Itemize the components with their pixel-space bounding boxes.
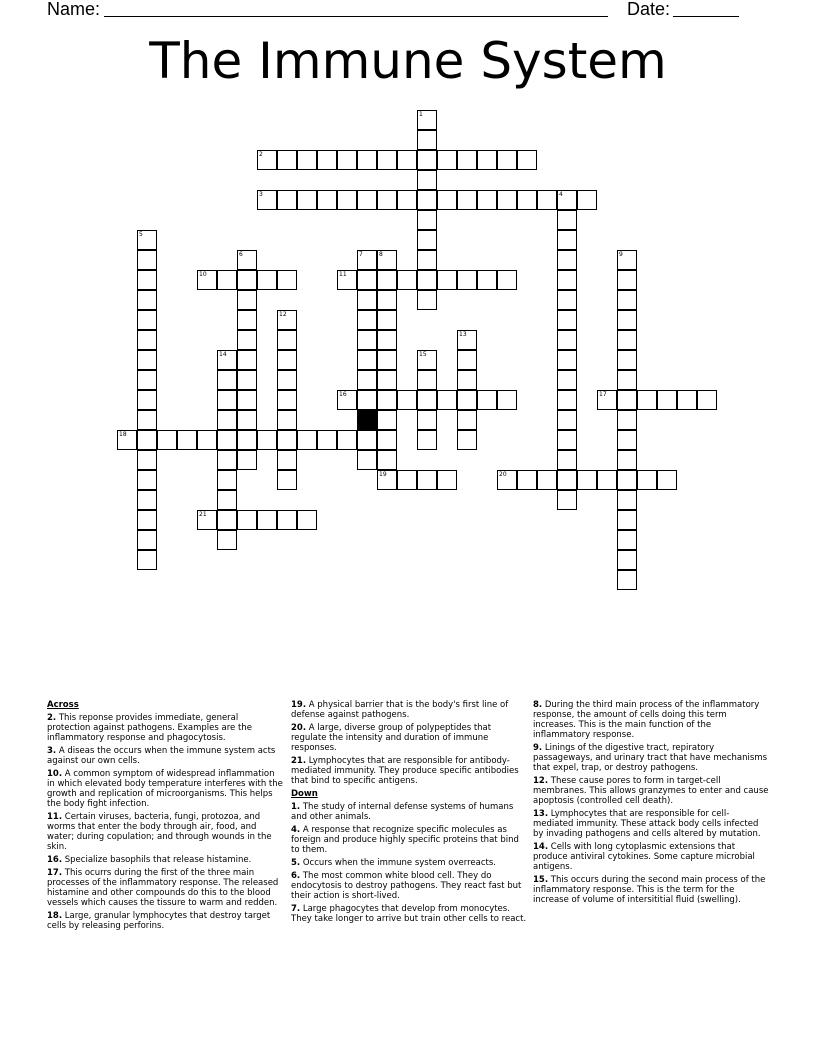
grid-cell[interactable] (437, 390, 457, 410)
clue-number: 5 (139, 231, 143, 238)
grid-cell[interactable] (617, 450, 637, 470)
clue-number: 19 (379, 471, 387, 478)
clue-number: 4. (291, 825, 301, 835)
grid-cell[interactable] (617, 310, 637, 330)
grid-cell[interactable] (217, 470, 237, 490)
grid-cell[interactable] (577, 190, 597, 210)
grid-cell[interactable] (317, 430, 337, 450)
grid-cell[interactable] (437, 470, 457, 490)
grid-cell[interactable] (377, 390, 397, 410)
clue (291, 700, 527, 720)
grid-cell[interactable] (617, 510, 637, 530)
clue-number: 14. (533, 842, 549, 852)
grid-cell[interactable] (377, 330, 397, 350)
clue-text: During the third main process of the inflammatory response, the amount of cells doing this term increases. This is the main function of the inflammatory response. (533, 700, 760, 740)
grid-cell[interactable] (357, 290, 377, 310)
grid-cell[interactable] (277, 350, 297, 370)
grid-cell[interactable] (617, 350, 637, 370)
grid-cell[interactable] (397, 190, 417, 210)
clue (47, 812, 283, 852)
across-clue-list-continued (291, 700, 527, 786)
grid-cell[interactable] (217, 350, 237, 370)
grid-cell[interactable] (417, 410, 437, 430)
grid-cell[interactable] (617, 430, 637, 450)
grid-cell[interactable] (517, 470, 537, 490)
grid-cell[interactable] (237, 350, 257, 370)
grid-cell[interactable] (137, 530, 157, 550)
grid-cell[interactable] (137, 330, 157, 350)
clue-text: Linings of the digestive tract, repiratory passageways, and urinary tract that have mechanisms that expel, trap, or destroy pathogens. (533, 743, 768, 773)
clue-number: 14 (219, 351, 227, 358)
clue-number: 10 (199, 271, 207, 278)
grid-cell[interactable] (617, 470, 637, 490)
grid-cell[interactable] (557, 430, 577, 450)
grid-cell[interactable] (557, 250, 577, 270)
clue (533, 842, 769, 872)
grid-cell[interactable] (277, 370, 297, 390)
grid-cell[interactable] (417, 190, 437, 210)
clue-number: 1 (419, 111, 423, 118)
clue-number: 11. (47, 812, 63, 822)
grid-cell[interactable] (137, 270, 157, 290)
grid-cell[interactable] (337, 190, 357, 210)
clue-number: 12 (279, 311, 287, 318)
grid-cell[interactable] (457, 430, 477, 450)
grid-cell[interactable] (417, 370, 437, 390)
grid-cell[interactable] (557, 290, 577, 310)
grid-cell[interactable] (537, 190, 557, 210)
grid-cell[interactable] (277, 510, 297, 530)
grid-cell[interactable] (297, 150, 317, 170)
grid-cell[interactable] (217, 390, 237, 410)
grid-cell[interactable] (377, 290, 397, 310)
grid-cell[interactable] (357, 330, 377, 350)
grid-cell[interactable] (477, 270, 497, 290)
grid-cell[interactable] (237, 330, 257, 350)
grid-cell[interactable] (417, 210, 437, 230)
grid-cell[interactable] (217, 410, 237, 430)
grid-cell[interactable] (357, 270, 377, 290)
clue-text: Cells with long cytoplasmic extensions that produce antiviral cytokines. Some capture microbial antigens. (533, 842, 755, 872)
black-square (357, 410, 377, 430)
clues-column-3 (533, 700, 769, 908)
clue (47, 713, 283, 743)
grid-cell[interactable] (377, 150, 397, 170)
clue-text: This reponse provides immediate, general protection against pathogens. Examples are the inflammatory response and phagocytosis. (47, 713, 252, 743)
grid-cell[interactable] (477, 150, 497, 170)
grid-cell[interactable] (257, 510, 277, 530)
grid-cell[interactable] (417, 390, 437, 410)
grid-cell[interactable] (557, 270, 577, 290)
grid-cell[interactable] (557, 370, 577, 390)
grid-cell[interactable] (457, 350, 477, 370)
grid-cell[interactable] (137, 550, 157, 570)
grid-cell[interactable] (497, 390, 517, 410)
clue-text: A response that recognize specific molecules as foreign and produce highly specific proteins that bind to them. (291, 825, 519, 855)
grid-cell[interactable] (137, 250, 157, 270)
grid-cell[interactable] (497, 470, 517, 490)
across-clue-list (47, 713, 283, 931)
grid-cell[interactable] (357, 250, 377, 270)
grid-cell[interactable] (617, 250, 637, 270)
grid-cell[interactable] (417, 150, 437, 170)
clue-number: 4 (559, 191, 563, 198)
clue-number: 8. (533, 700, 543, 710)
clue-text: The study of internal defense systems of humans and other animals. (291, 802, 514, 822)
clue-number: 8 (379, 251, 383, 258)
grid-cell[interactable] (417, 110, 437, 130)
grid-cell[interactable] (617, 290, 637, 310)
grid-cell[interactable] (297, 430, 317, 450)
clue-number: 6 (239, 251, 243, 258)
grid-cell[interactable] (137, 510, 157, 530)
grid-cell[interactable] (557, 390, 577, 410)
grid-cell[interactable] (417, 230, 437, 250)
clue-number: 1. (291, 802, 301, 812)
clue-number: 2. (47, 713, 57, 723)
grid-cell[interactable] (617, 390, 637, 410)
grid-cell[interactable] (457, 190, 477, 210)
grid-cell[interactable] (557, 470, 577, 490)
grid-cell[interactable] (357, 350, 377, 370)
grid-cell[interactable] (337, 270, 357, 290)
clue-number: 15. (533, 875, 549, 885)
grid-cell[interactable] (277, 270, 297, 290)
down-clue-list-continued (533, 700, 769, 905)
grid-cell[interactable] (657, 390, 677, 410)
grid-cell[interactable] (557, 190, 577, 210)
grid-cell[interactable] (237, 510, 257, 530)
grid-cell[interactable] (217, 450, 237, 470)
grid-cell[interactable] (377, 350, 397, 370)
grid-cell[interactable] (617, 410, 637, 430)
clue-text: A diseas the occurs when the immune system acts against our own cells. (47, 746, 276, 766)
clue (47, 746, 283, 766)
grid-cell[interactable] (477, 390, 497, 410)
clue (291, 858, 527, 868)
grid-cell[interactable] (157, 430, 177, 450)
grid-cell[interactable] (497, 270, 517, 290)
grid-cell[interactable] (557, 490, 577, 510)
grid-cell[interactable] (277, 310, 297, 330)
grid-cell[interactable] (437, 190, 457, 210)
grid-cell[interactable] (137, 230, 157, 250)
clue-text: A physical barrier that is the body's first line of defense against pathogens. (291, 700, 509, 720)
clue-text: Certain viruses, bacteria, fungi, protozoa, and worms that enter the body through air, food, and water; during copulation; and through wounds in the skin. (47, 812, 272, 852)
grid-cell[interactable] (277, 430, 297, 450)
clue-number: 21 (199, 511, 207, 518)
clue-number: 7 (359, 251, 363, 258)
clue-number: 21. (291, 756, 307, 766)
grid-cell[interactable] (557, 410, 577, 430)
grid-cell[interactable] (437, 150, 457, 170)
grid-cell[interactable] (397, 390, 417, 410)
clue (533, 700, 769, 740)
clue (291, 904, 527, 924)
clue (47, 769, 283, 809)
grid-cell[interactable] (417, 470, 437, 490)
grid-cell[interactable] (457, 330, 477, 350)
grid-cell[interactable] (277, 450, 297, 470)
page-title: The Immune System (149, 32, 667, 90)
clue-number: 7. (291, 904, 301, 914)
clue-text: Large, granular lymphocytes that destroy target cells by releasing perforins. (47, 911, 271, 931)
clue-number: 13. (533, 809, 549, 819)
clue-text: A large, diverse group of polypeptides that regulate the intensity and duration of immune responses. (291, 723, 492, 753)
grid-cell[interactable] (137, 390, 157, 410)
clue-number: 15 (419, 351, 427, 358)
grid-cell[interactable] (397, 150, 417, 170)
grid-cell[interactable] (557, 350, 577, 370)
grid-cell[interactable] (297, 510, 317, 530)
clue-number: 9 (619, 251, 623, 258)
grid-cell[interactable] (377, 470, 397, 490)
grid-cell[interactable] (417, 270, 437, 290)
grid-cell[interactable] (417, 170, 437, 190)
grid-cell[interactable] (217, 490, 237, 510)
grid-cell[interactable] (197, 430, 217, 450)
grid-cell[interactable] (697, 390, 717, 410)
grid-cell[interactable] (517, 190, 537, 210)
grid-cell[interactable] (437, 270, 457, 290)
clue-number: 17 (599, 391, 607, 398)
clue (533, 743, 769, 773)
clue (47, 855, 283, 865)
grid-cell[interactable] (637, 470, 657, 490)
clue-number: 16. (47, 855, 63, 865)
grid-cell[interactable] (277, 150, 297, 170)
grid-cell[interactable] (137, 490, 157, 510)
clue-text: Lymphocytes that are responsible for antibody-mediated immunity. They produce specific antibodies that bind to specific antigens. (291, 756, 519, 786)
clue-number: 13 (459, 331, 467, 338)
clue-number: 20 (499, 471, 507, 478)
grid-cell[interactable] (137, 470, 157, 490)
grid-cell[interactable] (557, 450, 577, 470)
grid-cell[interactable] (377, 370, 397, 390)
grid-cell[interactable] (237, 250, 257, 270)
grid-cell[interactable] (617, 330, 637, 350)
grid-cell[interactable] (597, 470, 617, 490)
grid-cell[interactable] (557, 230, 577, 250)
grid-cell[interactable] (217, 270, 237, 290)
grid-cell[interactable] (257, 150, 277, 170)
grid-cell[interactable] (417, 430, 437, 450)
grid-cell[interactable] (297, 190, 317, 210)
grid-cell[interactable] (497, 150, 517, 170)
grid-cell[interactable] (257, 430, 277, 450)
grid-cell[interactable] (377, 270, 397, 290)
down-clue-list (291, 802, 527, 924)
grid-cell[interactable] (417, 130, 437, 150)
grid-cell[interactable] (617, 570, 637, 590)
clue-number: 2 (259, 151, 263, 158)
grid-cell[interactable] (617, 490, 637, 510)
grid-cell[interactable] (357, 390, 377, 410)
grid-cell[interactable] (197, 510, 217, 530)
grid-cell[interactable] (497, 190, 517, 210)
grid-cell[interactable] (317, 190, 337, 210)
grid-cell[interactable] (177, 430, 197, 450)
clue-text: Occurs when the immune system overreacts. (300, 858, 496, 868)
grid-cell[interactable] (357, 150, 377, 170)
grid-cell[interactable] (457, 390, 477, 410)
grid-cell[interactable] (137, 290, 157, 310)
grid-cell[interactable] (237, 270, 257, 290)
clue-number: 5. (291, 858, 301, 868)
clue-number: 19. (291, 700, 307, 710)
clue (533, 809, 769, 839)
clue-number: 10. (47, 769, 63, 779)
clue-number: 11 (339, 271, 347, 278)
grid-cell[interactable] (197, 270, 217, 290)
grid-cell[interactable] (317, 150, 337, 170)
grid-cell[interactable] (357, 370, 377, 390)
grid-cell[interactable] (237, 290, 257, 310)
grid-cell[interactable] (557, 310, 577, 330)
grid-cell[interactable] (217, 510, 237, 530)
grid-cell[interactable] (617, 370, 637, 390)
grid-cell[interactable] (357, 190, 377, 210)
grid-cell[interactable] (617, 270, 637, 290)
grid-cell[interactable] (137, 450, 157, 470)
grid-cell[interactable] (557, 330, 577, 350)
grid-cell[interactable] (277, 410, 297, 430)
clue-text: The most common white blood cell. They do endocytosis to destroy pathogens. They react fast but their action is short-lived. (291, 871, 522, 901)
grid-cell[interactable] (637, 390, 657, 410)
clue (291, 756, 527, 786)
grid-cell[interactable] (137, 310, 157, 330)
clue-text: Specialize basophils that release histamine. (62, 855, 252, 865)
clue-number: 16 (339, 391, 347, 398)
grid-cell[interactable] (277, 390, 297, 410)
grid-cell[interactable] (337, 150, 357, 170)
down-heading: Down (291, 789, 318, 799)
grid-cell[interactable] (417, 290, 437, 310)
grid-cell[interactable] (377, 430, 397, 450)
grid-cell[interactable] (137, 430, 157, 450)
grid-cell[interactable] (377, 250, 397, 270)
grid-cell[interactable] (397, 470, 417, 490)
grid-cell[interactable] (277, 190, 297, 210)
grid-cell[interactable] (237, 410, 257, 430)
grid-cell[interactable] (417, 350, 437, 370)
grid-cell[interactable] (397, 270, 417, 290)
grid-cell[interactable] (377, 410, 397, 430)
clue-number: 18 (119, 431, 127, 438)
grid-cell[interactable] (617, 530, 637, 550)
grid-cell[interactable] (557, 210, 577, 230)
across-heading: Across (47, 700, 79, 710)
grid-cell[interactable] (477, 190, 497, 210)
grid-cell[interactable] (337, 390, 357, 410)
grid-cell[interactable] (237, 450, 257, 470)
clue-text: A common symptom of widespread inflammation in which elevated body temperature interferes with the growth and replication of microorganisms. This helps the body fight infection. (47, 769, 283, 809)
grid-cell[interactable] (677, 390, 697, 410)
grid-cell[interactable] (357, 430, 377, 450)
clue-text: These cause pores to form in target-cell membranes. This allows granzymes to enter and cause apoptosis (controlled cell death). (533, 776, 769, 806)
grid-cell[interactable] (137, 350, 157, 370)
grid-cell[interactable] (657, 470, 677, 490)
clue-number: 17. (47, 868, 63, 878)
grid-cell[interactable] (457, 370, 477, 390)
grid-cell[interactable] (277, 470, 297, 490)
clue (533, 875, 769, 905)
clue-number: 3. (47, 746, 57, 756)
clues-column-1 (47, 700, 283, 934)
grid-cell[interactable] (377, 190, 397, 210)
grid-cell[interactable] (277, 330, 297, 350)
grid-cell[interactable] (237, 430, 257, 450)
name-label: Name: (47, 0, 101, 19)
date-label: Date: (627, 0, 671, 19)
grid-cell[interactable] (237, 390, 257, 410)
clue-number: 3 (259, 191, 263, 198)
clue-number: 9. (533, 743, 543, 753)
grid-cell[interactable] (457, 270, 477, 290)
clue (47, 868, 283, 908)
clue-number: 6. (291, 871, 301, 881)
grid-cell[interactable] (617, 550, 637, 570)
clue-text: This ocurrs during the first of the three main processes of the inflammatory response. The released histamine and other compounds do this to the blood vessels which causes the tissure to warm and redden. (47, 868, 279, 908)
clue (291, 723, 527, 753)
clue (47, 911, 283, 931)
clue (291, 825, 527, 855)
grid-cell[interactable] (457, 410, 477, 430)
grid-cell[interactable] (577, 470, 597, 490)
grid-cell[interactable] (417, 250, 437, 270)
grid-cell[interactable] (217, 430, 237, 450)
grid-cell[interactable] (257, 190, 277, 210)
clue-text: Large phagocytes that develop from monocytes. They take longer to arrive but train other cells to react. (291, 904, 527, 924)
clue-number: 18. (47, 911, 63, 921)
grid-cell[interactable] (377, 450, 397, 470)
grid-cell[interactable] (377, 310, 397, 330)
grid-cell[interactable] (237, 370, 257, 390)
grid-cell[interactable] (537, 470, 557, 490)
grid-cell[interactable] (357, 310, 377, 330)
grid-cell[interactable] (117, 430, 137, 450)
clue (291, 871, 527, 901)
grid-cell[interactable] (457, 150, 477, 170)
grid-cell[interactable] (137, 370, 157, 390)
clue-number: 20. (291, 723, 307, 733)
clue-text: Lymphocytes that are responsible for cell-mediated immunity. These attack body cells infected by invading pathogens and cells altered by mutation. (533, 809, 761, 839)
clue (291, 802, 527, 822)
grid-cell[interactable] (597, 390, 617, 410)
grid-cell[interactable] (137, 410, 157, 430)
grid-cell[interactable] (357, 450, 377, 470)
grid-cell[interactable] (237, 310, 257, 330)
grid-cell[interactable] (337, 430, 357, 450)
grid-cell[interactable] (257, 270, 277, 290)
clue-number: 12. (533, 776, 549, 786)
clues-column-2 (291, 700, 527, 927)
clue-text: This occurs during the second main process of the inflammatory response. This is the term for the increase of volume of intersititial fluid (swelling). (533, 875, 766, 905)
grid-cell[interactable] (217, 530, 237, 550)
grid-cell[interactable] (217, 370, 237, 390)
grid-cell[interactable] (517, 150, 537, 170)
clue (533, 776, 769, 806)
